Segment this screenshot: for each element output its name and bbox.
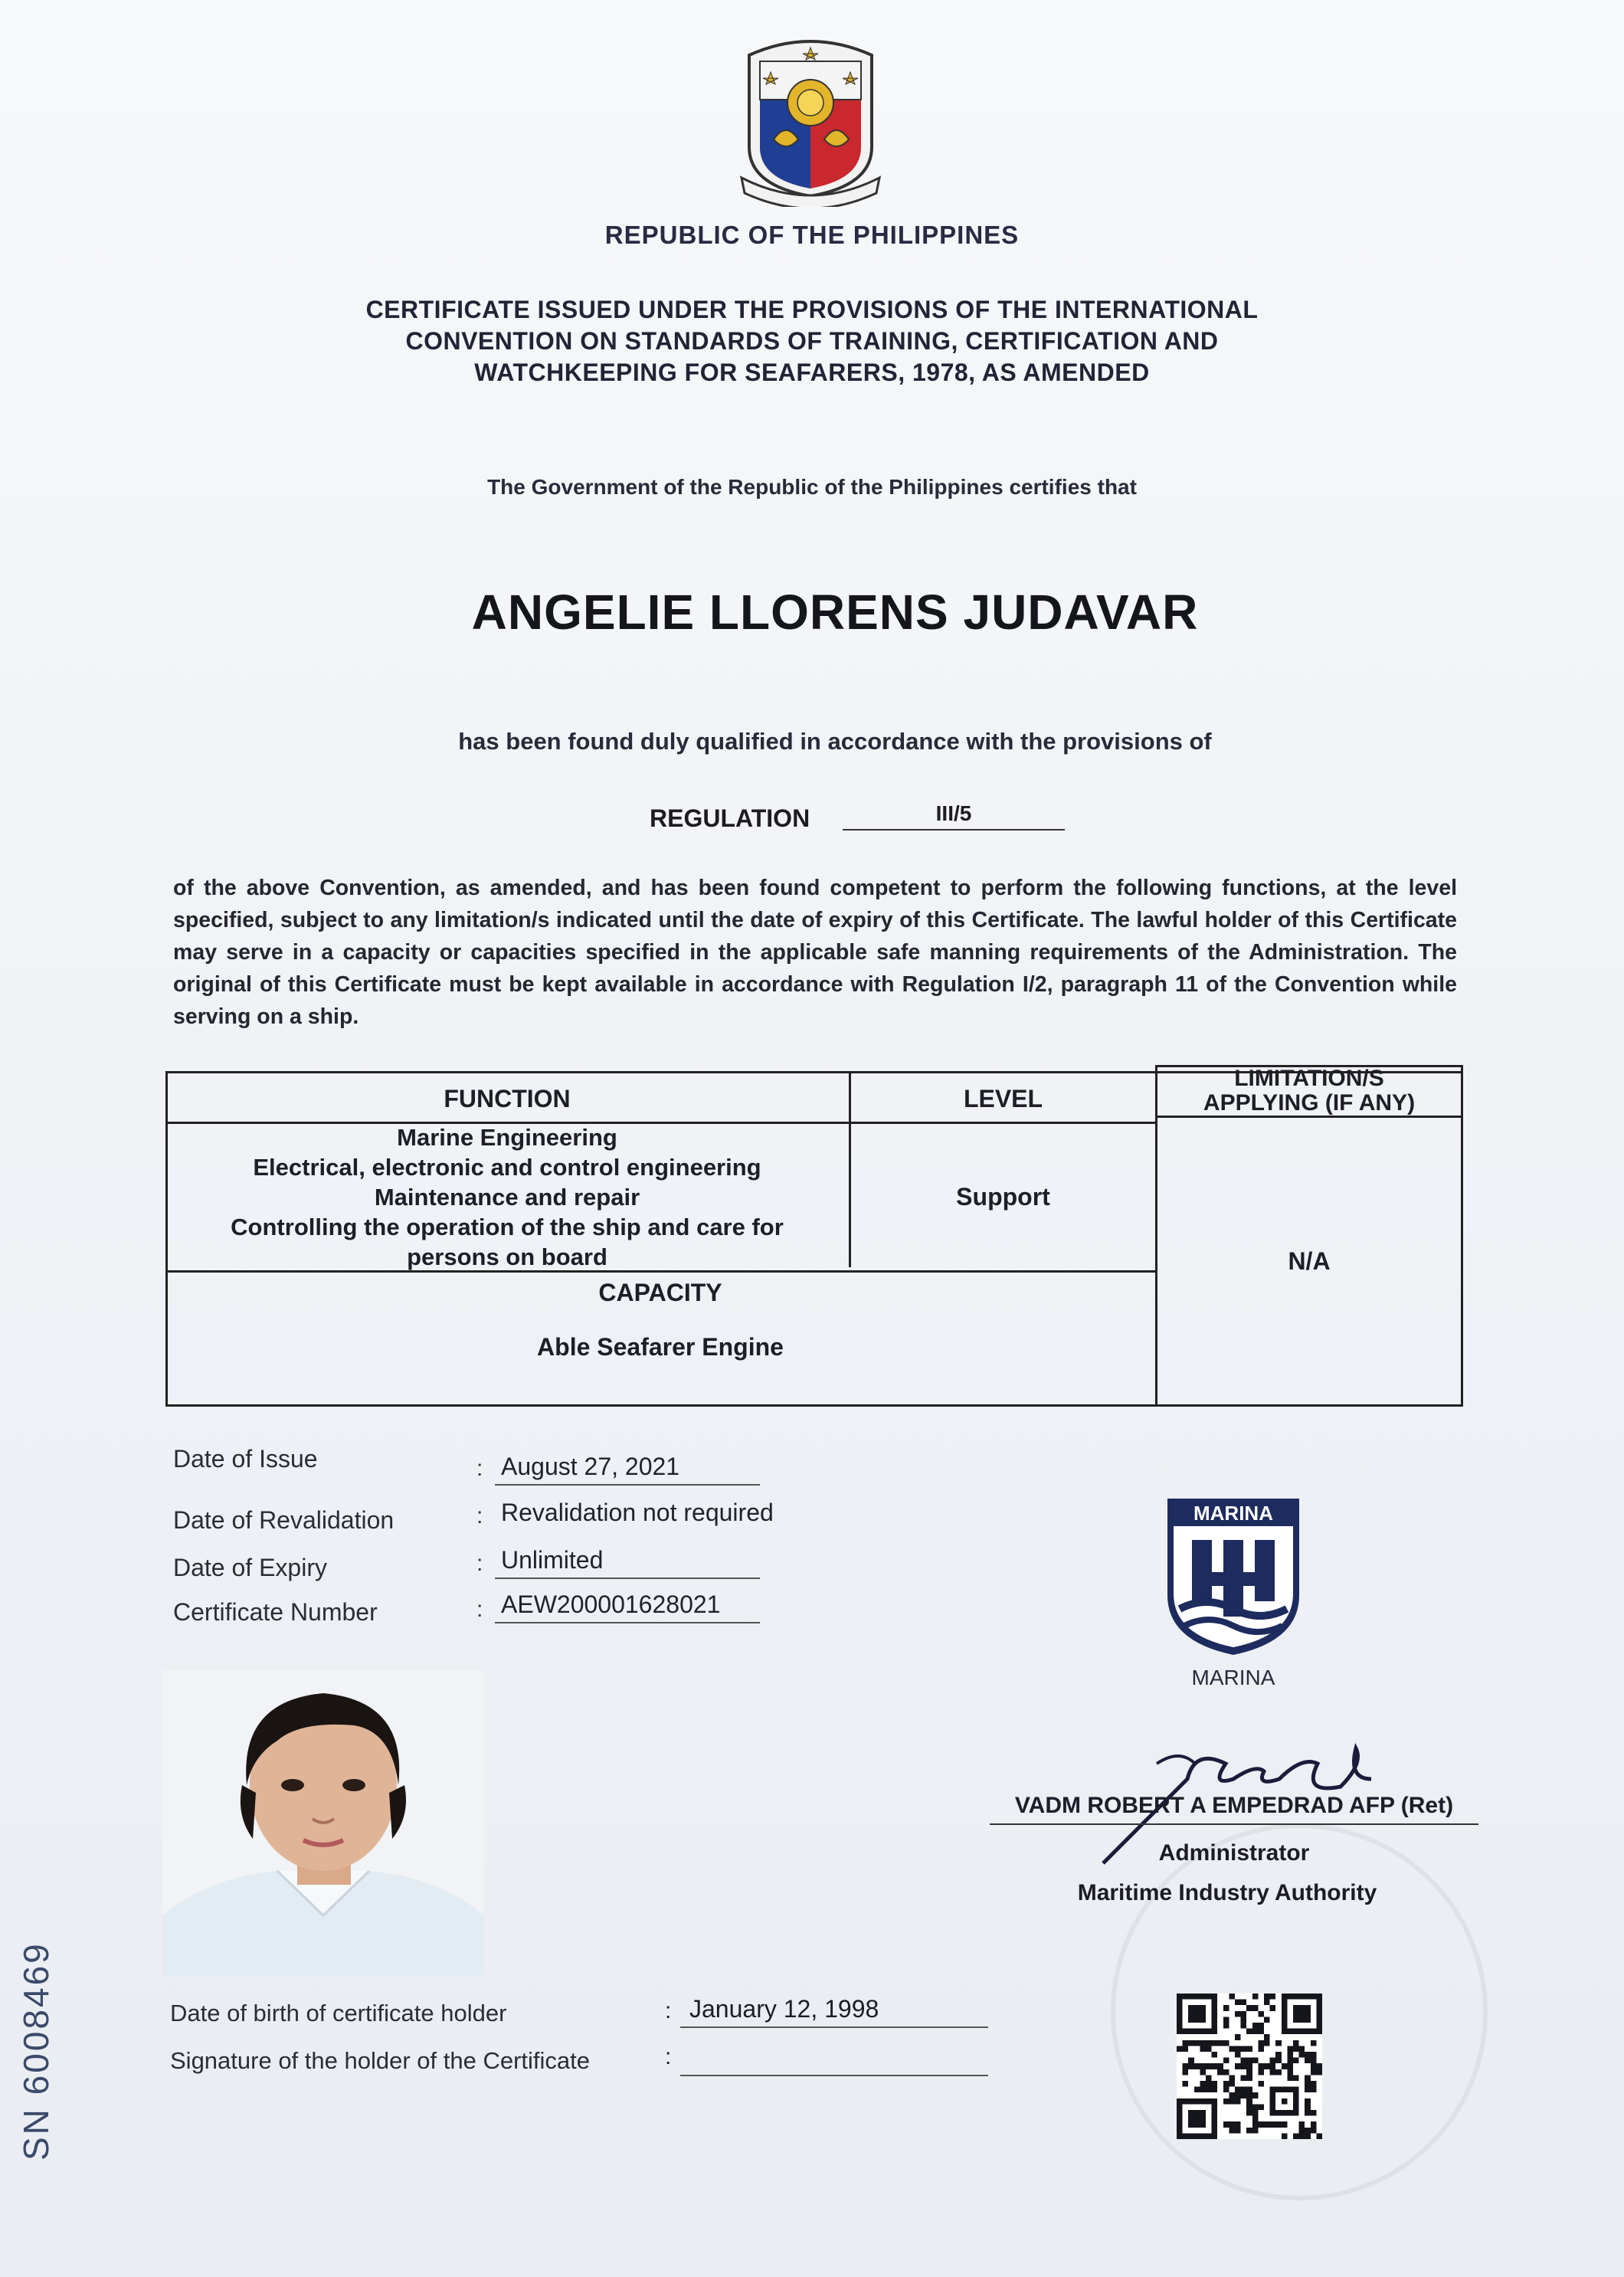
date-of-expiry-value: Unlimited bbox=[495, 1546, 760, 1579]
convention-text: of the above Convention, as amended, and has been found competent to perform the following functions, at the level specified, subject to any limitation/s indicated until the date of expiry of this Certificate. The lawful holder of this Certificate may serve in a capacity or capacities specified in the applicable safe manning requirements of the Administration. The original of this Certificate must be kept available in accordance with Regulation I/2, paragraph 11 of the Convention while serving on a ship. bbox=[173, 876, 1457, 1029]
qualified-text: has been found duly qualified in accordance with the provisions of bbox=[458, 728, 1212, 755]
header-limitations-line: APPLYING (IF ANY) bbox=[1203, 1090, 1416, 1116]
limitations-cell: N/A bbox=[1288, 1247, 1331, 1275]
certificate-heading bbox=[276, 294, 1348, 388]
holder-name: ANGELIE LLORENS JUDAVAR bbox=[471, 585, 1199, 640]
table-header-line-limitations bbox=[1155, 1116, 1463, 1118]
function-line: persons on board bbox=[407, 1243, 607, 1270]
date-of-revalidation-label: Date of Revalidation bbox=[173, 1506, 395, 1534]
government-certifies-text: The Government of the Republic of the Philippines certifies that bbox=[487, 475, 1137, 499]
detail-colon: : bbox=[476, 1456, 483, 1481]
signatory-name: VADM ROBERT A EMPEDRAD AFP (Ret) bbox=[990, 1793, 1478, 1825]
table-border-bottom bbox=[165, 1404, 1463, 1407]
marina-caption: MARINA bbox=[1191, 1666, 1275, 1689]
certificate-heading-line: WATCHKEEPING FOR SEAFARERS, 1978, AS AMENDED bbox=[474, 359, 1150, 386]
date-of-expiry-label: Date of Expiry bbox=[173, 1554, 327, 1581]
signature-label: Signature of the holder of the Certificate bbox=[170, 2047, 590, 2074]
capacity-value: Able Seafarer Engine bbox=[537, 1332, 784, 1361]
marina-shield-icon bbox=[1164, 1496, 1302, 1656]
holder-photo bbox=[162, 1670, 484, 1977]
dob-colon: : bbox=[665, 1998, 672, 2023]
detail-colon: : bbox=[476, 1503, 483, 1528]
marina-logo-text: MARINA bbox=[1193, 1502, 1273, 1525]
signature-line bbox=[680, 2075, 988, 2076]
philippine-coat-of-arms-icon bbox=[726, 32, 895, 207]
signatory-organization: Maritime Industry Authority bbox=[1077, 1880, 1377, 1905]
certificate-heading-line: CONVENTION ON STANDARDS OF TRAINING, CERTIFICATION AND bbox=[405, 327, 1219, 355]
level-cell: Support bbox=[956, 1182, 1050, 1211]
header-level: LEVEL bbox=[963, 1084, 1043, 1112]
certificate-number-label: Certificate Number bbox=[173, 1598, 378, 1626]
table-header-line bbox=[165, 1122, 1155, 1124]
regulation-label: REGULATION bbox=[650, 804, 810, 832]
function-line: Controlling the operation of the ship and care for bbox=[231, 1213, 784, 1240]
detail-colon: : bbox=[476, 1597, 483, 1622]
qr-code-icon bbox=[1177, 1994, 1322, 2139]
detail-colon: : bbox=[476, 1551, 483, 1576]
header-limitations-line: LIMITATION/S bbox=[1234, 1066, 1384, 1091]
functions-cell bbox=[165, 1125, 849, 1269]
republic-title: REPUBLIC OF THE PHILIPPINES bbox=[604, 221, 1020, 249]
dob-label: Date of birth of certificate holder bbox=[170, 2000, 507, 2026]
signatory-title: Administrator bbox=[1158, 1840, 1310, 1866]
dob-value: January 12, 1998 bbox=[680, 1995, 988, 2028]
header-limitations bbox=[1157, 1066, 1461, 1116]
capacity-label: CAPACITY bbox=[598, 1278, 722, 1306]
function-line: Maintenance and repair bbox=[374, 1183, 640, 1211]
function-line: Marine Engineering bbox=[397, 1123, 617, 1151]
table-capacity-line bbox=[165, 1270, 1155, 1273]
functions-table bbox=[165, 1065, 1463, 1407]
regulation-value: III/5 bbox=[843, 801, 1065, 831]
certificate-number-value: AEW200001628021 bbox=[495, 1591, 760, 1623]
date-of-issue-value: August 27, 2021 bbox=[495, 1453, 760, 1486]
date-of-issue-label: Date of Issue bbox=[173, 1445, 318, 1473]
serial-number: SN 6008469 bbox=[16, 1941, 56, 2161]
signature-colon: : bbox=[665, 2044, 672, 2069]
certificate-heading-line: CERTIFICATE ISSUED UNDER THE PROVISIONS OF THE INTERNATIONAL bbox=[365, 296, 1259, 323]
date-of-revalidation-value: Revalidation not required bbox=[501, 1499, 774, 1526]
function-line: Electrical, electronic and control engineering bbox=[253, 1153, 761, 1181]
header-function: FUNCTION bbox=[444, 1084, 571, 1112]
